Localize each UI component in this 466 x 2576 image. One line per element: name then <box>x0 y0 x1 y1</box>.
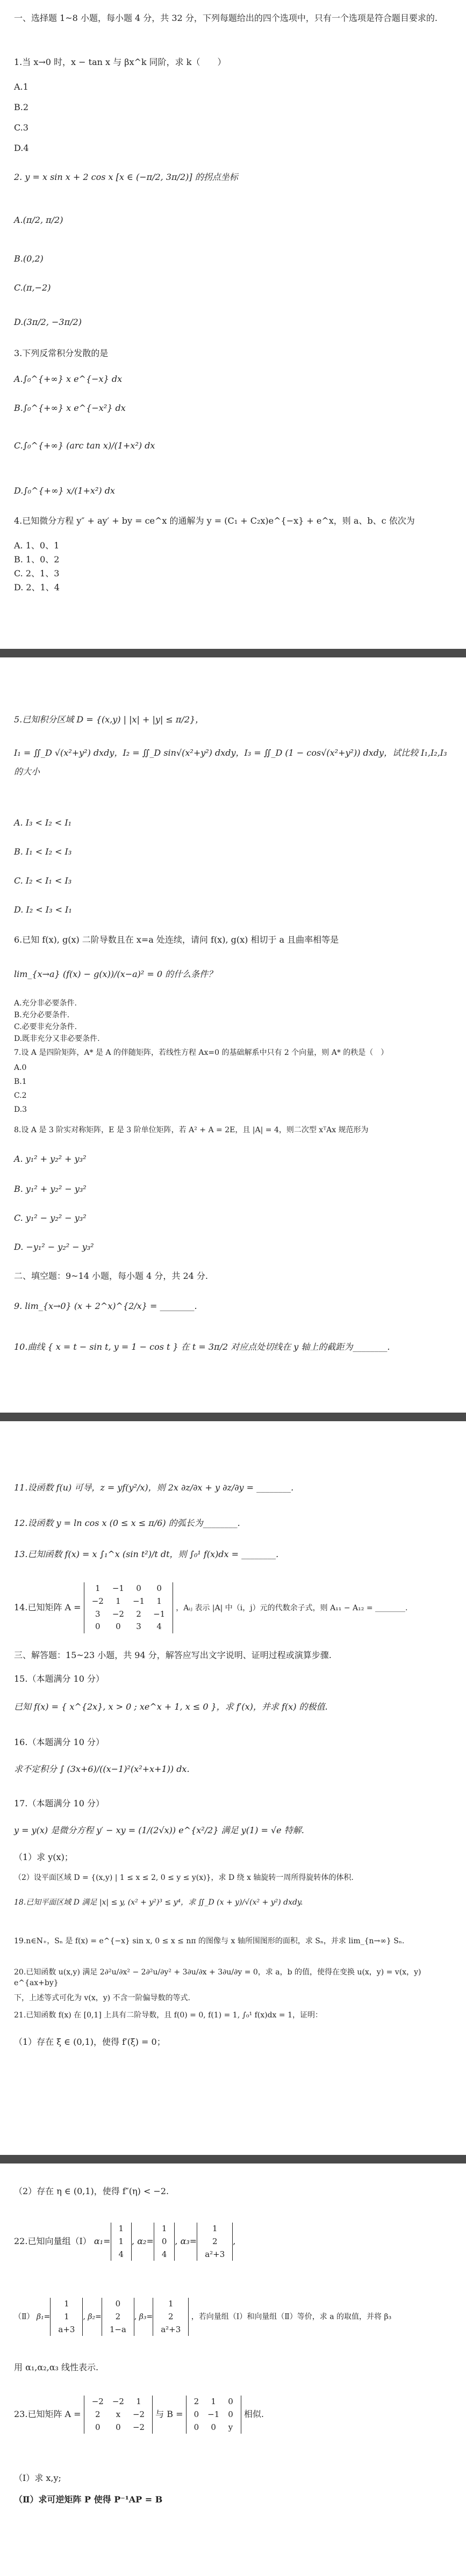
matrix-cell: 0 <box>156 1583 162 1593</box>
question-17: 17.（本题满分 10 分） <box>14 1798 104 1808</box>
vector-cell: a²+3 <box>161 2324 181 2334</box>
vector-cell: a+3 <box>58 2324 75 2334</box>
q7-option-b: B.1 <box>14 1077 27 1086</box>
question-4: 4.已知微分方程 y″ + ay′ + by = ce^x 的通解为 y = (C₁ + C₂x)e^{−x} + e^x，则 a、b、c 依次为 <box>14 516 415 526</box>
q7-option-c: C.2 <box>14 1091 27 1100</box>
q6-limit: lim_{x→a} (f(x) − g(x))/(x−a)² = 0 的什么条件？ <box>14 969 217 979</box>
page-separator <box>0 649 466 657</box>
question-14 <box>14 1582 452 1633</box>
q14-suffix: ，Aᵢⱼ 表示 |A| 中（i，j）元的代数余子式，则 A₁₁ − A₁₂ = ________. <box>176 1604 408 1612</box>
matrix-cell: 0 <box>211 2422 216 2432</box>
matrix-cell: −1 <box>153 1609 166 1619</box>
page-4 <box>0 2163 466 2576</box>
q1-option-a: A.1 <box>14 82 28 92</box>
matrix-cell: −2 <box>112 1609 124 1619</box>
matrix-cell: −1 <box>132 1596 145 1606</box>
vector-cell: 1 <box>118 2224 124 2233</box>
question-21: 21.已知函数 f(x) 在 [0,1] 上具有二阶导数，且 f(0) = 0, f(1) = 1, ∫₀¹ f(x)dx = 1，证明： <box>14 2011 322 2020</box>
question-15: 15.（本题满分 10 分） <box>14 1674 104 1684</box>
vector-cell: 1 <box>118 2236 124 2246</box>
question-20: 20.已知函数 u(x,y) 满足 2∂²u/∂x² − 2∂²u/∂y² + 3∂u/∂x + 3∂u/∂y = 0，求 a，b 的值，使得在变换 u(x，y) = v(x，y) e^{ax+by} <box>14 1968 421 1988</box>
question-23 <box>14 2396 452 2434</box>
matrix-cell: 0 <box>193 2422 199 2432</box>
q23-mid: 与 B = <box>155 2409 183 2420</box>
vector-cell: 4 <box>161 2249 167 2259</box>
q6-option-c: C.必要非充分条件. <box>14 1023 77 1031</box>
section-heading-fill: 二、填空题：9~14 小题，每小题 4 分，共 24 分. <box>14 1271 209 1281</box>
matrix-cell: −2 <box>91 1596 104 1606</box>
question-12: 12.设函数 y = ln cos x (0 ≤ x ≤ π/6) 的弧长为________. <box>14 1518 240 1528</box>
q22-mid: （Ⅱ） <box>14 2312 34 2321</box>
q17-part-2: （2）设平面区域 D = {(x,y) | 1 ≤ x ≤ 2, 0 ≤ y ≤ y(x)}，求 D 绕 x 轴旋转一周所得旋转体的体积. <box>14 1873 354 1882</box>
page-2 <box>0 657 466 1413</box>
vector-cell: 2 <box>115 2311 121 2321</box>
matrix-cell: 0 <box>116 2422 121 2432</box>
section-heading-choice: 一、选择题 1~8 小题，每小题 4 分，共 32 分，下列每题给出的四个选项中，只有一个选项是符合题目要求的. <box>14 13 438 23</box>
matrix-cell: 0 <box>95 2422 101 2432</box>
q22-suffix: ，若向量组（Ⅰ）和向量组（Ⅱ）等价，求 a 的取值，并将 β₃ <box>191 2312 392 2321</box>
question-22-group-2: （Ⅱ） β₁= 1 1 a+3 , β₂= 0 2 1−a , β₃= 1 2 a²+3 ，若向量组（Ⅰ）和向量组（Ⅱ）等价，求 a 的取值，并将 β₃ <box>14 2298 452 2336</box>
q2-option-c: C.(π,−2) <box>14 283 51 293</box>
vector-cell: 1 <box>161 2224 167 2233</box>
matrix-cell: −1 <box>112 1583 124 1593</box>
question-7: 7.设 A 是四阶矩阵，A* 是 A 的伴随矩阵，若线性方程 Ax=0 的基础解系中只有 2 个向量，则 A* 的秩是（ ） <box>14 1048 389 1057</box>
q23-prefix: 23.已知矩阵 A = <box>14 2409 81 2420</box>
vector-beta-1 <box>50 2298 83 2336</box>
vector-cell: 2 <box>212 2236 218 2246</box>
q22-continued: 用 α₁,α₂,α₃ 线性表示. <box>14 2362 99 2372</box>
vector-cell: 1 <box>168 2299 174 2309</box>
matrix-cell: 2 <box>95 2409 101 2419</box>
matrix-cell: y <box>228 2422 233 2432</box>
matrix-cell: 1 <box>136 2397 141 2406</box>
q5-option-a: A. I₃ < I₂ < I₁ <box>14 817 72 828</box>
matrix-cell: 3 <box>136 1622 141 1632</box>
page-1 <box>0 0 466 649</box>
matrix-cell: 1 <box>156 1596 162 1606</box>
q1-option-d: D.4 <box>14 143 29 153</box>
q14-prefix: 14.已知矩阵 A = <box>14 1602 81 1612</box>
question-6: 6.已知 f(x), g(x) 二阶导数且在 x=a 处连续，请问 f(x), g(x) 相切于 a 且曲率相等是 <box>14 935 339 945</box>
matrix-cell: −2 <box>132 2422 145 2432</box>
q3-option-a: A.∫₀^{+∞} x e^{−x} dx <box>14 374 123 384</box>
q17-part-1: （1）求 y(x)； <box>14 1852 73 1862</box>
q2-option-b: B.(0,2) <box>14 254 44 264</box>
q1-option-c: C.3 <box>14 122 28 133</box>
q5-option-d: D. I₂ < I₃ < I₁ <box>14 905 72 915</box>
page-separator <box>0 1413 466 1421</box>
matrix-b <box>186 2396 241 2434</box>
matrix-cell: 0 <box>193 2409 199 2419</box>
matrix-cell: 0 <box>136 1583 141 1593</box>
matrix-cell: 2 <box>193 2397 199 2406</box>
q22-prefix: 22.已知向量组（Ⅰ） <box>14 2236 91 2247</box>
q1-option-b: B.2 <box>14 102 29 112</box>
vector-cell: 1 <box>64 2311 69 2321</box>
question-8: 8.设 A 是 3 阶实对称矩阵，E 是 3 阶单位矩阵，若 A² + A = 2E，且 |A| = 4，则二次型 xᵀAx 规范形为 <box>14 1126 369 1134</box>
q14-matrix <box>84 1582 174 1633</box>
vector-cell: 1 <box>212 2224 218 2233</box>
matrix-cell: 1 <box>95 1583 101 1593</box>
vector-beta-2 <box>102 2298 134 2336</box>
vector-cell: 2 <box>168 2311 174 2321</box>
q5-option-c: C. I₂ < I₁ < I₃ <box>14 875 72 886</box>
q3-option-b: B.∫₀^{+∞} x e^{−x²} dx <box>14 403 126 413</box>
q7-option-d: D.3 <box>14 1105 27 1114</box>
q6-option-b: B.充分必要条件. <box>14 1011 70 1019</box>
matrix-cell: 4 <box>156 1622 162 1632</box>
matrix-cell: −2 <box>132 2409 145 2419</box>
matrix-cell: −2 <box>112 2397 124 2406</box>
q8-option-a: A. y₁² + y₂² + y₃² <box>14 1154 87 1164</box>
matrix-cell: 0 <box>228 2409 233 2419</box>
question-22: 22.已知向量组（Ⅰ） α₁= 1 1 4 , α₂= 1 0 4 , α₃= 1 2 a²+3 , <box>14 2223 452 2261</box>
matrix-cell: 1 <box>116 1596 121 1606</box>
vector-cell: 0 <box>161 2236 167 2246</box>
vector-alpha-3 <box>197 2223 233 2261</box>
vector-cell: a²+3 <box>205 2249 225 2259</box>
q15-body: 已知 f(x) = { x^{2x}, x > 0 ; xe^x + 1, x ≤ 0 }，求 f′(x)，并求 f(x) 的极值. <box>14 1702 328 1712</box>
vector-cell: 0 <box>115 2299 121 2309</box>
q21-part-2: （2）存在 η ∈ (0,1)，使得 f″(η) < −2. <box>14 2186 169 2196</box>
matrix-cell: 0 <box>95 1622 101 1632</box>
question-9: 9. lim_{x→0} (x + 2^x)^{2/x} = ________. <box>14 1301 197 1311</box>
q23-suffix: 相似. <box>243 2409 264 2420</box>
vector-alpha-1 <box>111 2223 132 2261</box>
question-2: 2. y = x sin x + 2 cos x [x ∈ (−π/2, 3π/2)] 的拐点坐标 <box>14 172 238 182</box>
question-10: 10.曲线 { x = t − sin t, y = 1 − cos t } 在 t = 3π/2 对应点处切线在 y 轴上的截距为________. <box>14 1342 390 1352</box>
q4-option-c: C. 2、1、3 <box>14 568 60 578</box>
q20-continued: 下，上述等式可化为 v(x，y) 不含一阶偏导数的等式. <box>14 1994 190 2002</box>
q17-body: y = y(x) 是微分方程 y′ − xy = (1/(2√x)) e^{x²/2} 满足 y(1) = √e 特解. <box>14 1825 304 1835</box>
vector-cell: 1−a <box>109 2324 126 2334</box>
matrix-cell: 1 <box>211 2397 216 2406</box>
q4-option-d: D. 2、1、4 <box>14 582 60 592</box>
q5-definition: I₁ = ∬_D √(x²+y²) dxdy，I₂ = ∬_D sin√(x²+y²) dxdy，I₃ = ∬_D (1 − cos√(x²+y²)) dxdy，试比较 I₁,I₂,I₃ 的大小 <box>14 748 447 777</box>
q8-option-b: B. y₁² + y₂² − y₃² <box>14 1184 87 1194</box>
q23-part-1: （Ⅰ）求 x,y; <box>14 2473 61 2483</box>
vector-alpha-2 <box>154 2223 175 2261</box>
question-11: 11.设函数 f(u) 可导，z = yf(y²/x)，则 2x ∂z/∂x + y ∂z/∂y = ________. <box>14 1482 294 1493</box>
vector-beta-3 <box>153 2298 189 2336</box>
q2-option-d: D.(3π/2, −3π/2) <box>14 317 82 327</box>
q3-option-c: C.∫₀^{+∞} (arc tan x)/(1+x²) dx <box>14 440 155 451</box>
matrix-cell: 0 <box>228 2397 233 2406</box>
matrix-cell: x <box>116 2409 121 2419</box>
q4-option-a: A. 1、0、1 <box>14 540 60 551</box>
vector-cell: 1 <box>64 2299 69 2309</box>
question-13: 13.已知函数 f(x) = x ∫₁^x (sin t²)/t dt，则 ∫₀¹ f(x)dx = ________. <box>14 1549 279 1559</box>
q5-option-b: B. I₁ < I₂ < I₃ <box>14 846 72 857</box>
matrix-cell: −1 <box>207 2409 220 2419</box>
matrix-cell: 2 <box>136 1609 141 1619</box>
matrix-a <box>84 2396 153 2434</box>
q8-option-c: C. y₁² − y₂² − y₃² <box>14 1213 87 1223</box>
q23-part-2: （Ⅱ）求可逆矩阵 P 使得 P⁻¹AP = B <box>14 2494 163 2505</box>
q2-option-a: A.(π/2, π/2) <box>14 215 63 225</box>
page-3 <box>0 1421 466 2155</box>
matrix-cell: −2 <box>91 2397 104 2406</box>
question-18: 18.已知平面区域 D 满足 |x| ≤ y, (x² + y²)³ ≤ y⁴，求 ∬_D (x + y)/√(x² + y²) dxdy. <box>14 1898 303 1907</box>
q6-option-a: A.充分非必要条件. <box>14 999 77 1008</box>
vector-cell: 4 <box>118 2249 124 2259</box>
matrix-cell: 3 <box>95 1609 101 1619</box>
q8-option-d: D. −y₁² − y₂² − y₃² <box>14 1242 94 1252</box>
section-heading-answer: 三、解答题：15~23 小题，共 94 分，解答应写出文字说明、证明过程或演算步骤. <box>14 1650 332 1660</box>
question-3: 3.下列反常积分发散的是 <box>14 348 109 358</box>
q4-option-b: B. 1、0、2 <box>14 554 60 565</box>
question-5: 5.已知积分区域 D = {(x,y) | |x| + |y| ≤ π/2}， <box>14 714 204 725</box>
matrix-cell: 0 <box>116 1622 121 1632</box>
page-separator <box>0 2155 466 2163</box>
q21-part-1: （1）存在 ξ ∈ (0,1)，使得 f′(ξ) = 0； <box>14 2037 166 2047</box>
q16-body: 求不定积分 ∫ (3x+6)/((x−1)²(x²+x+1)) dx. <box>14 1764 190 1774</box>
q6-option-d: D.既非充分又非必要条件. <box>14 1034 100 1043</box>
question-1: 1.当 x→0 时，x − tan x 与 βx^k 同阶，求 k（ ） <box>14 57 226 67</box>
q3-option-d: D.∫₀^{+∞} x/(1+x²) dx <box>14 486 115 496</box>
question-16: 16.（本题满分 10 分） <box>14 1737 104 1747</box>
q7-option-a: A.0 <box>14 1063 27 1072</box>
question-19: 19.n∈N₊，Sₙ 是 f(x) = e^{−x} sin x, 0 ≤ x ≤ nπ 的图像与 x 轴所围图形的面积，求 Sₙ，并求 lim_{n→∞} Sₙ. <box>14 1937 405 1945</box>
